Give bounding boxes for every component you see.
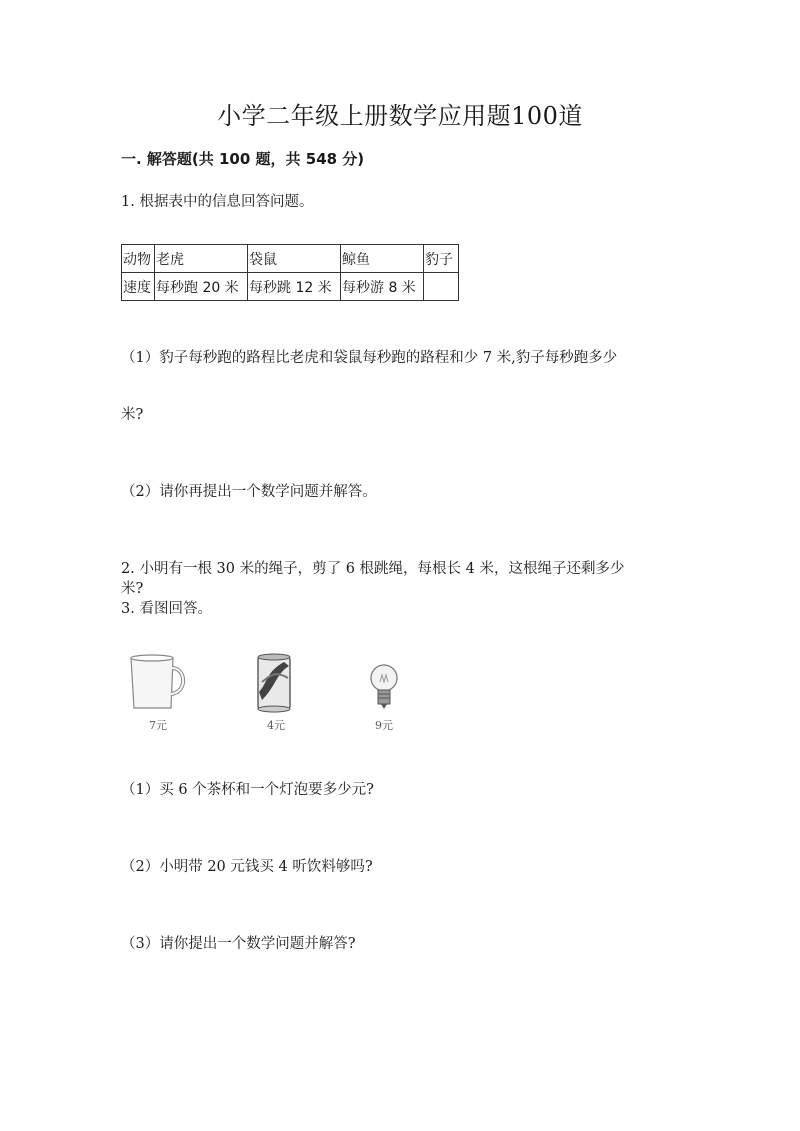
table-cell [424,273,459,301]
speed-table [121,244,459,301]
page-title: 小学二年级上册数学应用题100道 [217,102,583,130]
table-cell: 每秒游 8 米 [341,273,424,301]
section-heading: 一. 解答题(共 100 题，共 548 分) [121,150,365,168]
light-bulb-price: 9元 [375,719,393,732]
question-2-line-1: 2. 小明有一根 30 米的绳子，剪了 6 根跳绳，每根长 4 米，这根绳子还剩多少 [121,561,625,577]
table-cell: 鲸鱼 [341,245,424,273]
question-1-part-1: （1）豹子每秒跑的路程比老虎和袋鼠每秒跑的路程和少 7 米,豹子每秒跑多少 [121,350,618,366]
question-1-part-2: （2）请你再提出一个数学问题并解答。 [121,484,377,500]
soda-can-price: 4元 [267,719,285,732]
table-cell: 速度 [122,273,155,301]
mug-icon [126,652,192,712]
table-cell: 每秒跳 12 米 [248,273,341,301]
question-2-line-2: 米? [121,581,144,597]
table-cell: 豹子 [424,245,459,273]
mug-price: 7元 [149,719,167,732]
question-3-part-1: （1）买 6 个茶杯和一个灯泡要多少元? [121,782,374,798]
table-cell: 袋鼠 [248,245,341,273]
question-3-part-2: （2）小明带 20 元钱买 4 听饮料够吗? [121,859,373,875]
table-cell: 老虎 [155,245,248,273]
question-1-part-1-continued: 米? [121,407,144,423]
soda-can-icon [254,652,294,714]
light-bulb-icon [366,662,402,712]
table-cell: 动物 [122,245,155,273]
table-header-row [122,245,459,273]
question-1-stem: 1. 根据表中的信息回答问题。 [121,194,314,210]
question-3-stem: 3. 看图回答。 [121,601,212,617]
table-row [122,273,459,301]
table-cell: 每秒跑 20 米 [155,273,248,301]
question-3-part-3: （3）请你提出一个数学问题并解答? [121,936,356,952]
